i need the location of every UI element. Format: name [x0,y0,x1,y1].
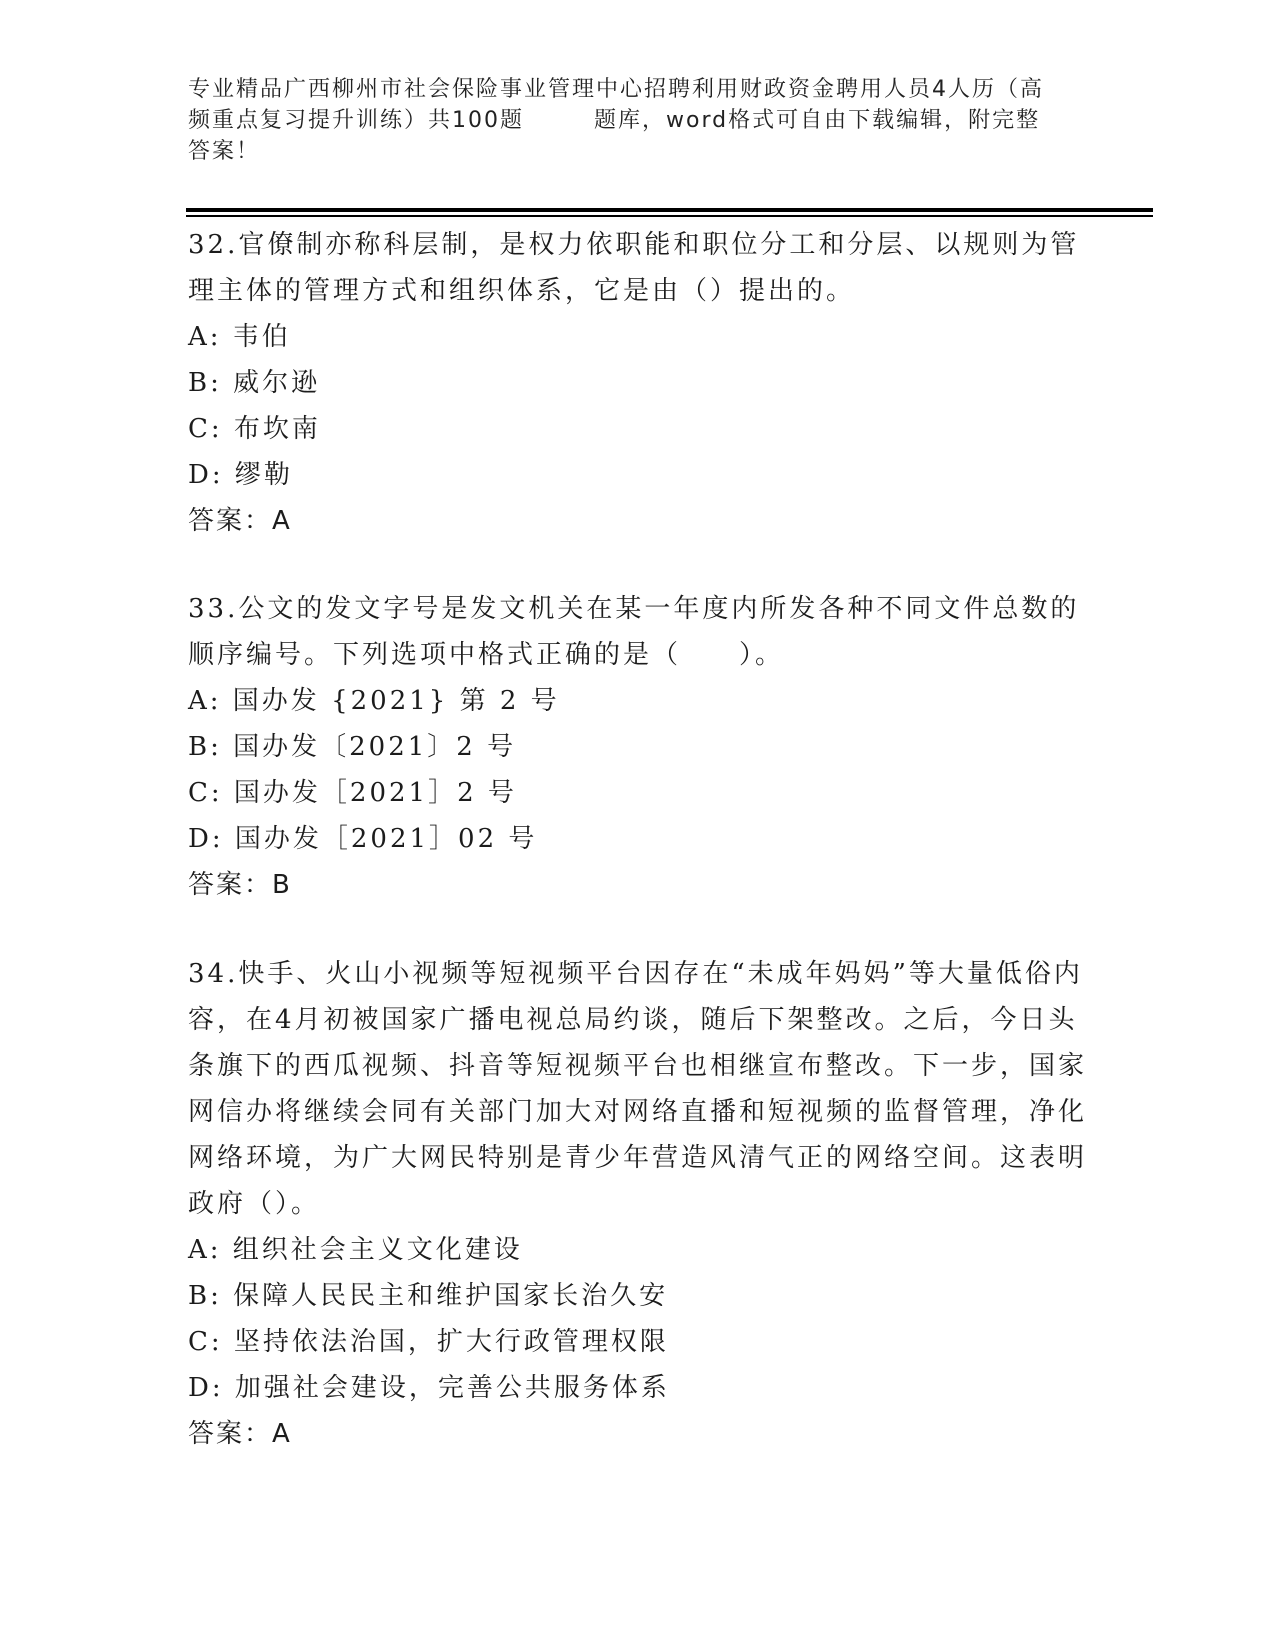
option-a: A: 韦伯 [188,322,291,352]
header-line-2b: 题库，word格式可自由下载编辑，附完整 [594,108,1041,133]
option-a: A: 国办发 {2021} 第 2 号 [188,686,560,716]
question-text: 34.快手、火山小视频等短视频平台因存在“未成年妈妈”等大量低俗内容，在4月初被国家广播电视总局约谈，随后下架整改。之后，今日头条旗下的西瓜视频、抖音等短视频平台也相继宣布整改。下一步，国家网信办将继续会同有关部门加大对网络直播和短视频的监督管理，净化网络环境，为广大网民特别是青少年营造风清气正的网络空间。这表明政府（）。 [188,959,1088,1219]
question-text: 33.公文的发文字号是发文机关在某一年度内所发各种不同文件总数的顺序编号。下列选项中格式正确的是（ ）。 [188,594,1080,670]
document-header [188,74,1088,167]
option-b: B: 国办发〔2021〕2 号 [188,732,517,762]
header-line-2a: 频重点复习提升训练）共100题 [188,108,524,133]
option-b: B: 保障人民民主和维护国家长治久安 [188,1281,669,1311]
option-a: A: 组织社会主义文化建设 [188,1235,523,1265]
answer: 答案：B [188,870,292,900]
option-d: D: 缪勒 [188,460,293,490]
option-b: B: 威尔逊 [188,368,321,398]
question-32 [188,222,1088,544]
option-d: D: 加强社会建设，完善公共服务体系 [188,1373,670,1403]
option-c: C: 坚持依法治国，扩大行政管理权限 [188,1327,669,1357]
option-c: C: 国办发［2021］2 号 [188,778,517,808]
header-rule-thick [186,208,1153,212]
header-line-3: 答案！ [188,139,261,164]
header-line-1: 专业精品广西柳州市社会保险事业管理中心招聘利用财政资金聘用人员4人历（高 [188,77,1044,102]
question-33 [188,586,1088,908]
header-line-2 [188,105,1088,136]
answer: 答案：A [188,506,292,536]
answer: 答案：A [188,1419,292,1449]
question-text: 32.官僚制亦称科层制，是权力依职能和职位分工和分层、以规则为管理主体的管理方式和组织体系，它是由（）提出的。 [188,230,1080,306]
option-d: D: 国办发［2021］02 号 [188,824,538,854]
question-34 [188,951,1088,1457]
option-c: C: 布坎南 [188,414,321,444]
header-rule-thin [186,215,1153,217]
